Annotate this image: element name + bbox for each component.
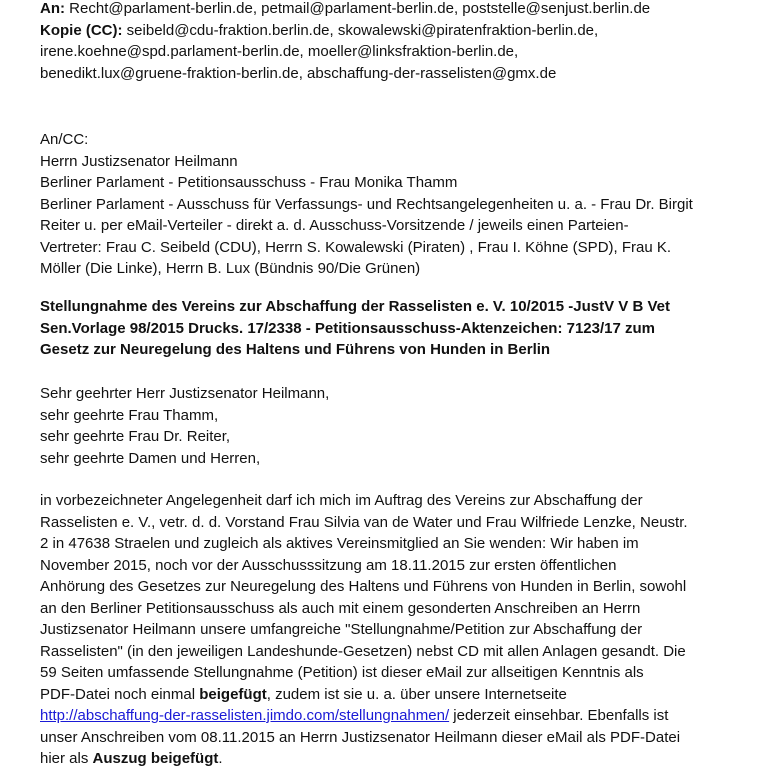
body-line: Rasselisten e. V., vetr. d. d. Vorstand Frau Silvia van de Water und Frau Wilfriede Lenzke, Neustr. [40, 513, 688, 531]
salutation-line: sehr geehrte Frau Dr. Reiter, [40, 428, 231, 445]
subject-block [40, 296, 740, 361]
body-paragraph [40, 490, 740, 770]
body-text: PDF-Datei noch einmal [40, 685, 200, 703]
cc-label: Kopie (CC): [40, 21, 123, 39]
salutation-line: Sehr geehrter Herr Justizsenator Heilmann, [40, 385, 330, 402]
body-line: unser Anschreiben vom 08.11.2015 an Herrn Justizsenator Heilmann dieser eMail als PDF-Datei [40, 728, 681, 746]
recipients-heading: An/CC: [40, 131, 89, 148]
body-line [40, 748, 740, 770]
body-line: 59 Seiten umfassende Stellungnahme (Petition) ist dieser eMail zur allseitigen Kenntnis als [40, 664, 644, 681]
recipient-line: Berliner Parlament - Petitionsausschuss - Frau Monika Thamm [40, 174, 458, 191]
recipients-block [40, 129, 740, 280]
body-line: 2 in 47638 Straelen und zugleich als aktives Vereinsmitglied an Sie wenden: Wir haben im [40, 535, 639, 552]
body-text: jederzeit einsehbar. Ebenfalls ist [449, 707, 669, 724]
cc-value-line-2[interactable]: irene.koehne@spd.parlament-berlin.de, moeller@linksfraktion-berlin.de, [40, 43, 519, 60]
body-line: in vorbezeichneter Angelegenheit darf ich mich im Auftrag des Vereins zur Abschaffung der [40, 492, 643, 509]
to-line [40, 0, 760, 20]
body-line: Anhörung des Gesetzes zur Neuregelung des Haltens und Führens von Hunden in Berlin, sowohl [40, 578, 687, 595]
bold-text: Auszug beigefügt [92, 750, 219, 767]
to-value[interactable]: Recht@parlament-berlin.de, petmail@parlament-berlin.de, poststelle@senjust.berlin.de [69, 0, 651, 17]
body-text: , zudem ist sie u. a. über unsere Internetseite [266, 685, 567, 703]
cc-value-line-3[interactable]: benedikt.lux@gruene-fraktion-berlin.de, abschaffung-der-rasselisten@gmx.de [40, 64, 557, 82]
subject-line: Stellungnahme des Vereins zur Abschaffung der Rasselisten e. V. 10/2015 -JustV V B Vet [40, 298, 670, 315]
to-label: An: [40, 0, 65, 17]
body-line: an den Berliner Petitionsausschuss als auch mit einem gesonderten Anschreiben an Herrn [40, 599, 641, 617]
salutation-line: sehr geehrte Frau Thamm, [40, 406, 219, 424]
cc-value-line-1[interactable]: seibeld@cdu-fraktion.berlin.de, skowalewski@piratenfraktion-berlin.de, [126, 21, 599, 39]
recipient-line: Vertreter: Frau C. Seibeld (CDU), Herrn S. Kowalewski (Piraten) , Frau I. Köhne (SPD), Frau K. [40, 238, 672, 256]
body-text: hier als [40, 750, 93, 767]
recipient-line: Reiter u. per eMail-Verteiler - direkt a. d. Ausschuss-Vorsitzende / jeweils einen Parteien- [40, 217, 629, 234]
salutation-block [40, 383, 740, 469]
body-text: . [218, 750, 223, 767]
salutation-line: sehr geehrte Damen und Herren, [40, 449, 261, 467]
recipient-line: Berliner Parlament - Ausschuss für Verfassungs- und Rechtsangelegenheiten u. a. - Frau Dr. Birgit [40, 195, 693, 213]
body-line: November 2015, noch vor der Ausschusssitzung am 18.11.2015 zur ersten öffentlichen [40, 556, 617, 574]
body-line [40, 705, 740, 727]
subject-line: Gesetz zur Neuregelung des Haltens und Führens von Hunden in Berlin [40, 341, 551, 358]
cc-line [40, 20, 760, 42]
subject-line: Sen.Vorlage 98/2015 Drucks. 17/2338 - Petitionsausschuss-Aktenzeichen: 7123/17 zum [40, 319, 656, 337]
body-line [40, 684, 740, 706]
website-link[interactable]: http://abschaffung-der-rasselisten.jimdo.com/stellungnahmen/ [40, 707, 450, 724]
body-line: Rasselisten" (in den jeweiligen Landeshunde-Gesetzen) nebst CD mit allen Anlagen gesandt. Die [40, 642, 686, 660]
email-header [40, 0, 760, 84]
body-line: Justizsenator Heilmann unsere umfangreiche "Stellungnahme/Petition zur Abschaffung der [40, 621, 643, 638]
bold-text: beigefügt [199, 685, 267, 703]
recipient-line: Möller (Die Linke), Herrn B. Lux (Bündnis 90/Die Grünen) [40, 260, 421, 277]
recipient-line: Herrn Justizsenator Heilmann [40, 152, 238, 170]
